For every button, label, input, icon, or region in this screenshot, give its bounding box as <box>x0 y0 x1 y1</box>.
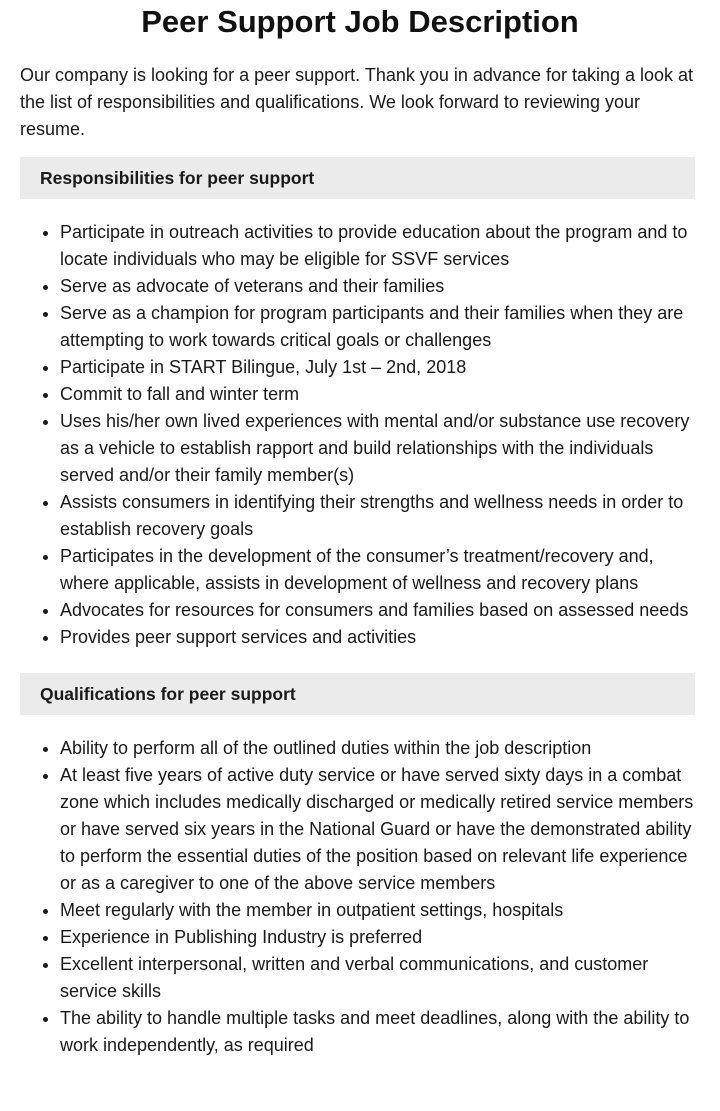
list-item: • At least five years of active duty service or have served sixty days in a combat zone which includes medically discharged or medically retired service members or have served six years in the National Guard or have the demonstrated ability to perform the essential duties of the position based on relevant life experience or as a caregiver to one of the above service members <box>60 762 700 897</box>
list-item: • Participate in START Bilingue, July 1st – 2nd, 2018 <box>60 354 700 381</box>
section-heading: Qualifications for peer support <box>20 673 695 715</box>
list-item: • Uses his/her own lived experiences with mental and/or substance use recovery as a vehicle to establish rapport and build relationships with the individuals served and/or their family member(s) <box>60 408 700 489</box>
list-item: • Assists consumers in identifying their strengths and wellness needs in order to establish recovery goals <box>60 489 700 543</box>
responsibilities-section <box>0 157 720 651</box>
list-item: • Excellent interpersonal, written and verbal communications, and customer service skills <box>60 951 700 1005</box>
list-item: • Serve as advocate of veterans and their families <box>60 273 700 300</box>
list-item: • The ability to handle multiple tasks and meet deadlines, along with the ability to work independently, as required <box>60 1005 700 1059</box>
list-item: • Experience in Publishing Industry is preferred <box>60 924 700 951</box>
list-item: • Serve as a champion for program participants and their families when they are attempting to work towards critical goals or challenges <box>60 300 700 354</box>
responsibilities-list <box>0 219 700 651</box>
qualifications-list <box>0 735 700 1059</box>
qualifications-section <box>0 673 720 1059</box>
list-item: • Meet regularly with the member in outpatient settings, hospitals <box>60 897 700 924</box>
intro-paragraph: Our company is looking for a peer support. Thank you in advance for taking a look at the list of responsibilities and qualifications. We look forward to reviewing your resume. <box>20 65 694 139</box>
list-item: • Participates in the development of the consumer’s treatment/recovery and, where applicable, assists in development of wellness and recovery plans <box>60 543 700 597</box>
list-item: • Provides peer support services and activities <box>60 624 700 651</box>
list-item: • Participate in outreach activities to provide education about the program and to locate individuals who may be eligible for SSVF services <box>60 219 700 273</box>
list-item: • Advocates for resources for consumers and families based on assessed needs <box>60 597 700 624</box>
section-heading: Responsibilities for peer support <box>20 157 695 199</box>
list-item: • Ability to perform all of the outlined duties within the job description <box>60 735 700 762</box>
page-title: Peer Support Job Description <box>141 4 579 39</box>
list-item: • Commit to fall and winter term <box>60 381 700 408</box>
